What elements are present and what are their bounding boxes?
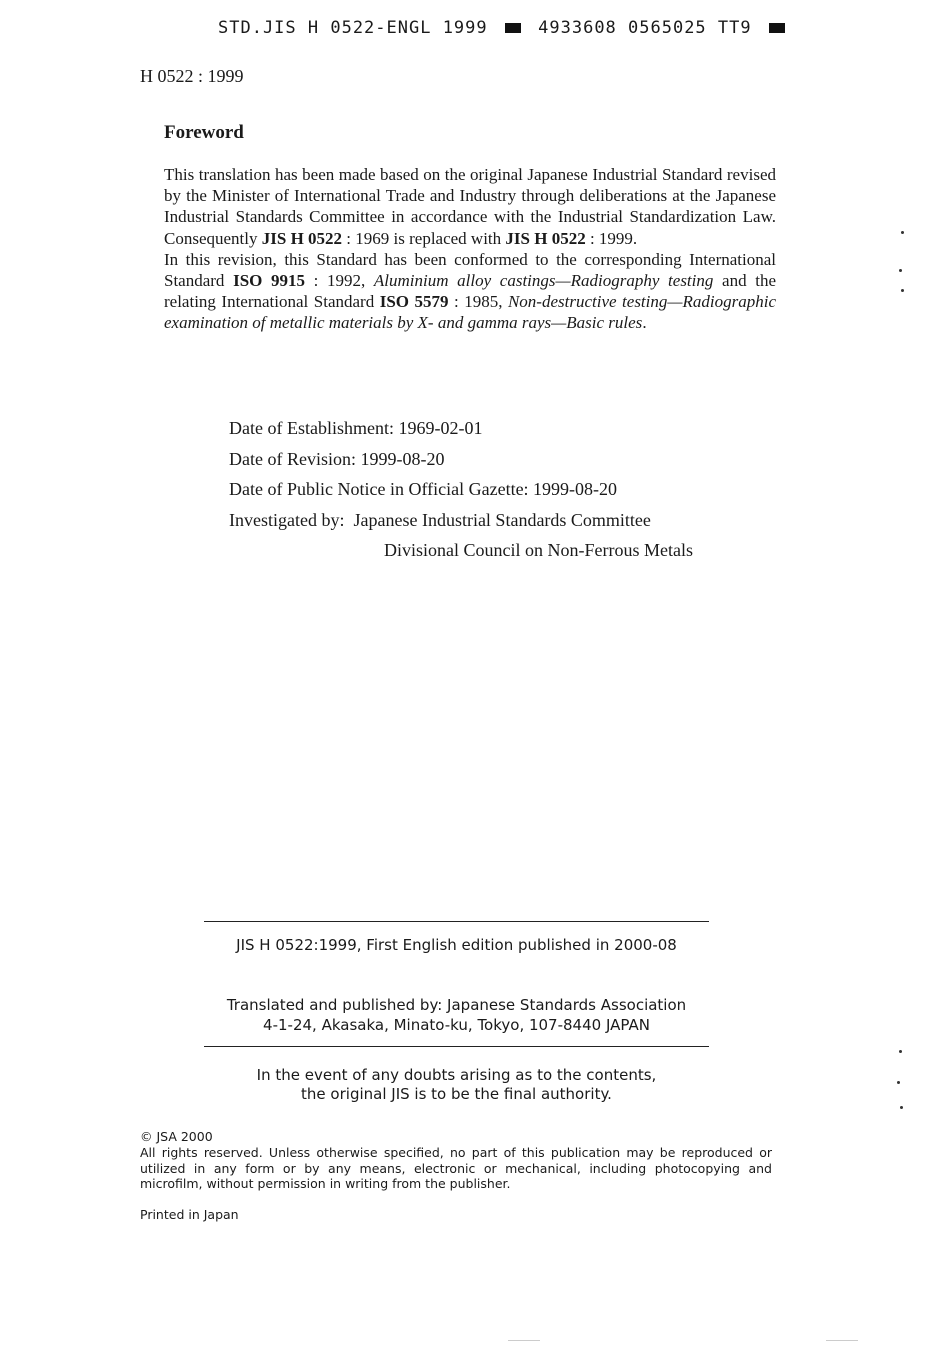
scan-speck [899, 1050, 902, 1053]
stamp-middle: 4933608 0565025 [538, 18, 707, 38]
edition-note: JIS H 0522:1999, First English edition published in 2000-08 [236, 936, 677, 954]
stamp-block-icon [505, 23, 521, 33]
iso-9915-title: Aluminium alloy castings—Radiography testing [373, 271, 714, 291]
header-stamp [218, 18, 791, 38]
date-revision: Date of Revision: 1999-08-20 [229, 448, 445, 469]
scan-speck [899, 269, 902, 272]
scan-speck [901, 231, 904, 234]
publisher-line-2: 4-1-24, Akasaka, Minato-ku, Tokyo, 107-8440 JAPAN [263, 1016, 650, 1034]
scan-speck [901, 289, 904, 292]
investigated-line-2: Divisional Council on Non-Ferrous Metals [384, 540, 693, 560]
stamp-right: TT9 [717, 18, 752, 38]
ref-jis-new: JIS H 0522 [505, 228, 586, 248]
investigated-by [229, 505, 693, 536]
stamp-block-icon-end [769, 23, 785, 33]
investigated-label: Investigated by: [229, 509, 345, 530]
authority-line-2: the original JIS is to be the final authority. [301, 1085, 612, 1103]
foreword-paragraph-2: In this revision, this Standard has been conformed to the corresponding International Standard ISO 9915 : 1992, Aluminium alloy castings—Radiography testing and the relating International Standard ISO 5579 : 1985, Non-destructive testing—Radiographic examination of metallic materials by X- and gamma rays—Basic rules. [164, 249, 776, 333]
iso-5579-title: Non-destructive testing—Radiographic examination of metallic materials by X- and gamma rays—Basic rules [164, 292, 776, 333]
scan-speck [897, 1081, 900, 1084]
dates-block [229, 413, 693, 566]
authority-line-1: In the event of any doubts arising as to the contents, [256, 1066, 657, 1084]
copyright-notice: © JSA 2000 [140, 1129, 213, 1144]
foreword-body [164, 164, 776, 334]
printed-in-notice: Printed in Japan [140, 1207, 239, 1222]
scan-mark [826, 1340, 858, 1341]
document-id: H 0522 : 1999 [140, 66, 244, 86]
scan-mark [508, 1340, 540, 1341]
ref-jis-old: JIS H 0522 [261, 228, 343, 248]
date-public-notice: Date of Public Notice in Official Gazette: 1999-08-20 [229, 479, 618, 499]
foreword-heading: Foreword [164, 122, 244, 143]
ref-iso-5579: ISO 5579 [379, 292, 449, 312]
rights-notice: All rights reserved. Unless otherwise specified, no part of this publication may be reproduced or utilized in any form or by any means, electronic or mechanical, including photocopying and microfilm, without permission in writing from the publisher. [140, 1145, 772, 1191]
scan-speck [900, 1106, 903, 1109]
imprint-bottom-rule [204, 1046, 709, 1047]
ref-iso-9915: ISO 9915 [233, 271, 306, 291]
imprint-top-rule [204, 921, 709, 922]
date-establishment: Date of Establishment: 1969-02-01 [229, 418, 483, 438]
foreword-paragraph-1: This translation has been made based on the original Japanese Industrial Standard revised by the Minister of International Trade and Industry through deliberations at the Japanese Industrial Standards Committee in accordance with the Industrial Standardization Law. Consequently JIS H 0522 : 1969 is replaced with JIS H 0522 : 1999. [164, 165, 776, 248]
stamp-left: STD.JIS H 0522-ENGL 1999 [218, 18, 488, 38]
investigated-line-1: Japanese Industrial Standards Committee [353, 509, 651, 530]
publisher-line-1: Translated and published by: Japanese Standards Association [226, 996, 687, 1014]
